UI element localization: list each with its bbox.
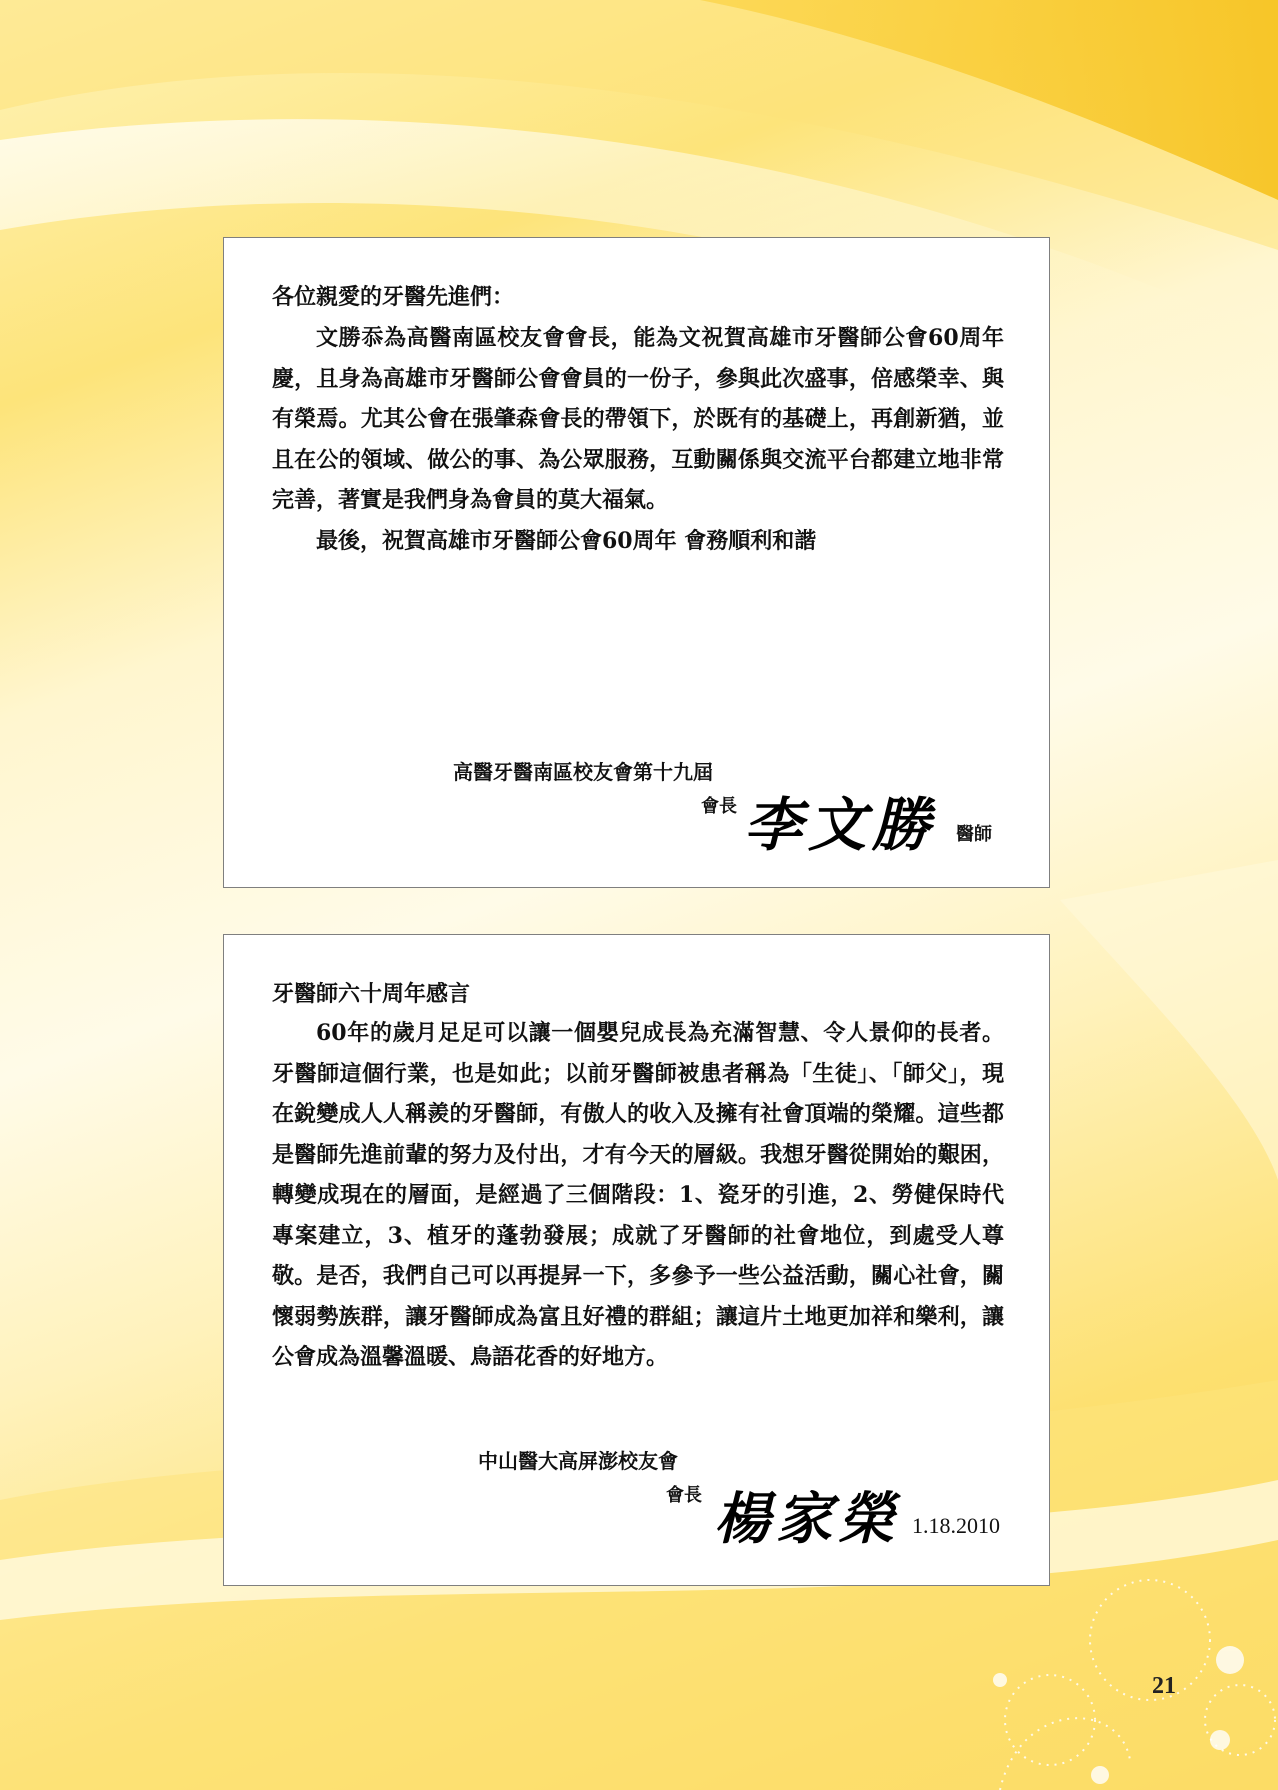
letter-body xyxy=(272,1013,1004,1378)
letter-panel-2 xyxy=(223,934,1050,1586)
letter-body xyxy=(272,318,1004,561)
paragraph: 最後，祝賀高雄市牙醫師公會60周年 會務順利和諧 xyxy=(316,527,817,554)
role-label: 會長 xyxy=(666,1485,702,1506)
letter-panel-1 xyxy=(223,237,1050,888)
role-label: 會長 xyxy=(701,796,737,817)
paragraph: 文勝忝為高醫南區校友會會長，能為文祝賀高雄市牙醫師公會60周年慶，且身為高雄市牙醫師公會會員的一份子，參與此次盛事，倍感榮幸、與有榮焉。尤其公會在張肇森會長的帶領下，於既有的基礎上，再創新猶，並且在公的領域、做公的事、為公眾服務，互動關係與交流平台都建立地非常完善，著實是我們身為會員的莫大福氣。 xyxy=(272,325,1004,513)
organization-name: 中山醫大高屏澎校友會 xyxy=(478,1449,678,1473)
organization-name: 高醫牙醫南區校友會第十九屆 xyxy=(453,760,713,784)
signature: 楊家榮 xyxy=(714,1486,900,1552)
title-suffix: 醫師 xyxy=(956,824,992,845)
signature: 李文勝 xyxy=(744,791,937,859)
letter-title: 牙醫師六十周年感言 xyxy=(272,981,471,1007)
paragraph: 60年的歲月足足可以讓一個嬰兒成長為充滿智慧、令人景仰的長者。牙醫師這個行業，也是如此；以前牙醫師被患者稱為「生徒」、「師父」，現在銳變成人人稱羨的牙醫師，有傲人的收入及擁有社會頂端的榮耀。這些都是醫師先進前輩的努力及付出，才有今天的層級。我想牙醫從開始的艱困，轉變成現在的層面，是經過了三個階段：1、瓷牙的引進，2、勞健保時代專案建立，3、植牙的蓬勃發展；成就了牙醫師的社會地位，到處受人尊敬。是否，我們自己可以再提昇一下，多參予一些公益活動，關心社會，關懷弱勢族群，讓牙醫師成為富且好禮的群組；讓這片土地更加祥和樂利，讓公會成為溫馨溫暖、鳥語花香的好地方。 xyxy=(272,1020,1004,1370)
salutation: 各位親愛的牙醫先進們： xyxy=(272,284,515,310)
letter-date: 1.18.2010 xyxy=(912,1513,1000,1538)
page-number: 21 xyxy=(1152,1673,1176,1699)
